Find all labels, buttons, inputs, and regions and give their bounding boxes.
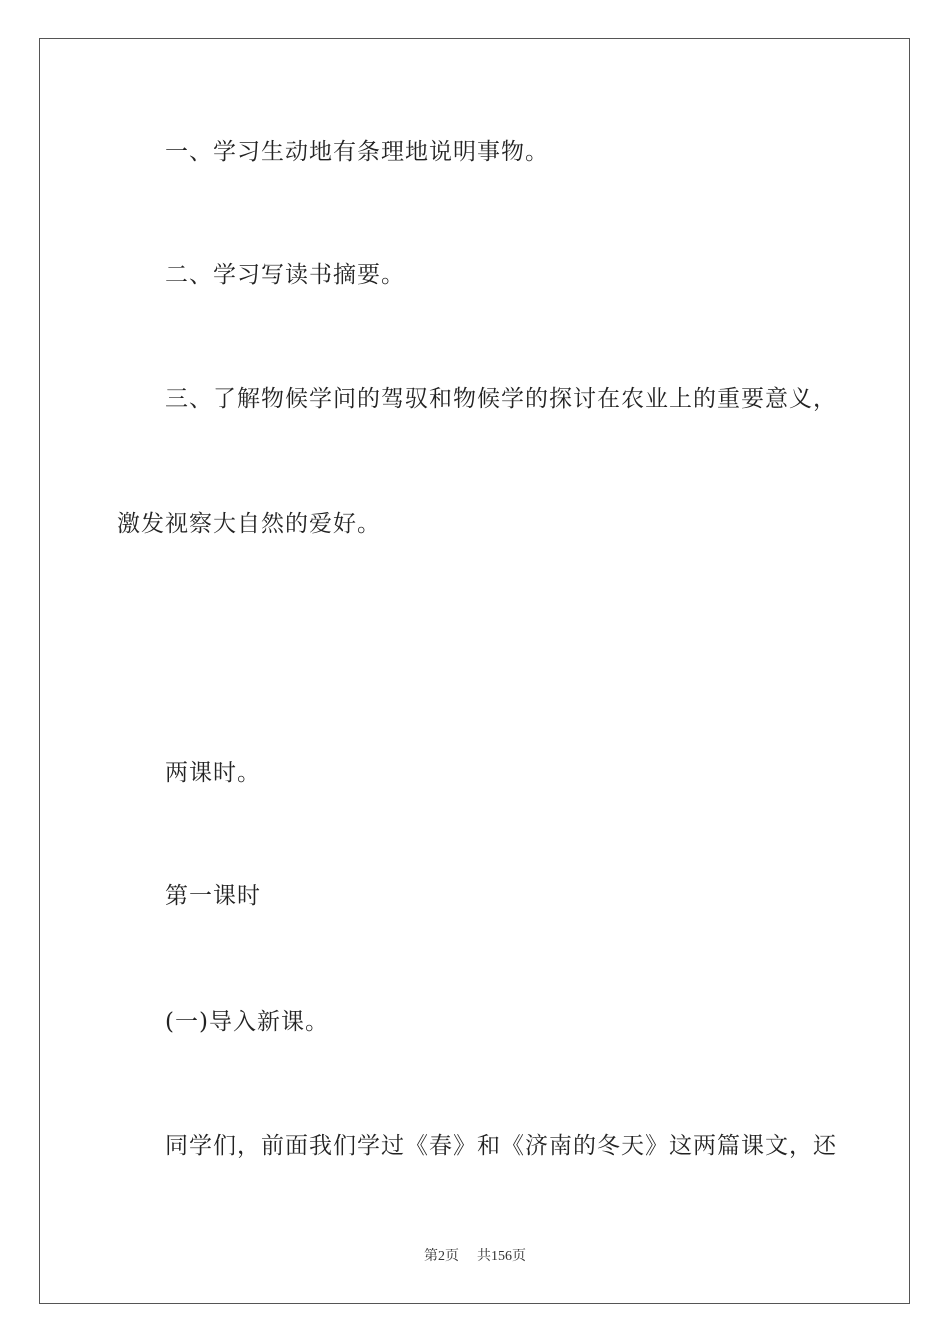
page-footer bbox=[0, 1248, 950, 1266]
page-number-label: 第2页 bbox=[424, 1249, 459, 1264]
page-border bbox=[39, 38, 910, 1304]
paragraph-intro-new-lesson: (一)导入新课。 bbox=[165, 1009, 329, 1035]
paragraph-body-text: 同学们，前面我们学过《春》和《济南的冬天》这两篇课文，还 bbox=[165, 1133, 837, 1159]
paragraph-objective-2: 二、学习写读书摘要。 bbox=[165, 262, 405, 288]
paragraph-objective-1: 一、学习生动地有条理地说明事物。 bbox=[165, 139, 549, 165]
total-pages-label: 共156页 bbox=[477, 1249, 526, 1264]
section-heading-first-lesson: 第一课时 bbox=[165, 883, 261, 909]
paragraph-lesson-count: 两课时。 bbox=[165, 760, 261, 786]
paragraph-objective-3: 三、了解物候学问的驾驭和物候学的探讨在农业上的重要意义， bbox=[165, 386, 837, 412]
paragraph-objective-3-continued: 激发视察大自然的爱好。 bbox=[117, 511, 381, 537]
